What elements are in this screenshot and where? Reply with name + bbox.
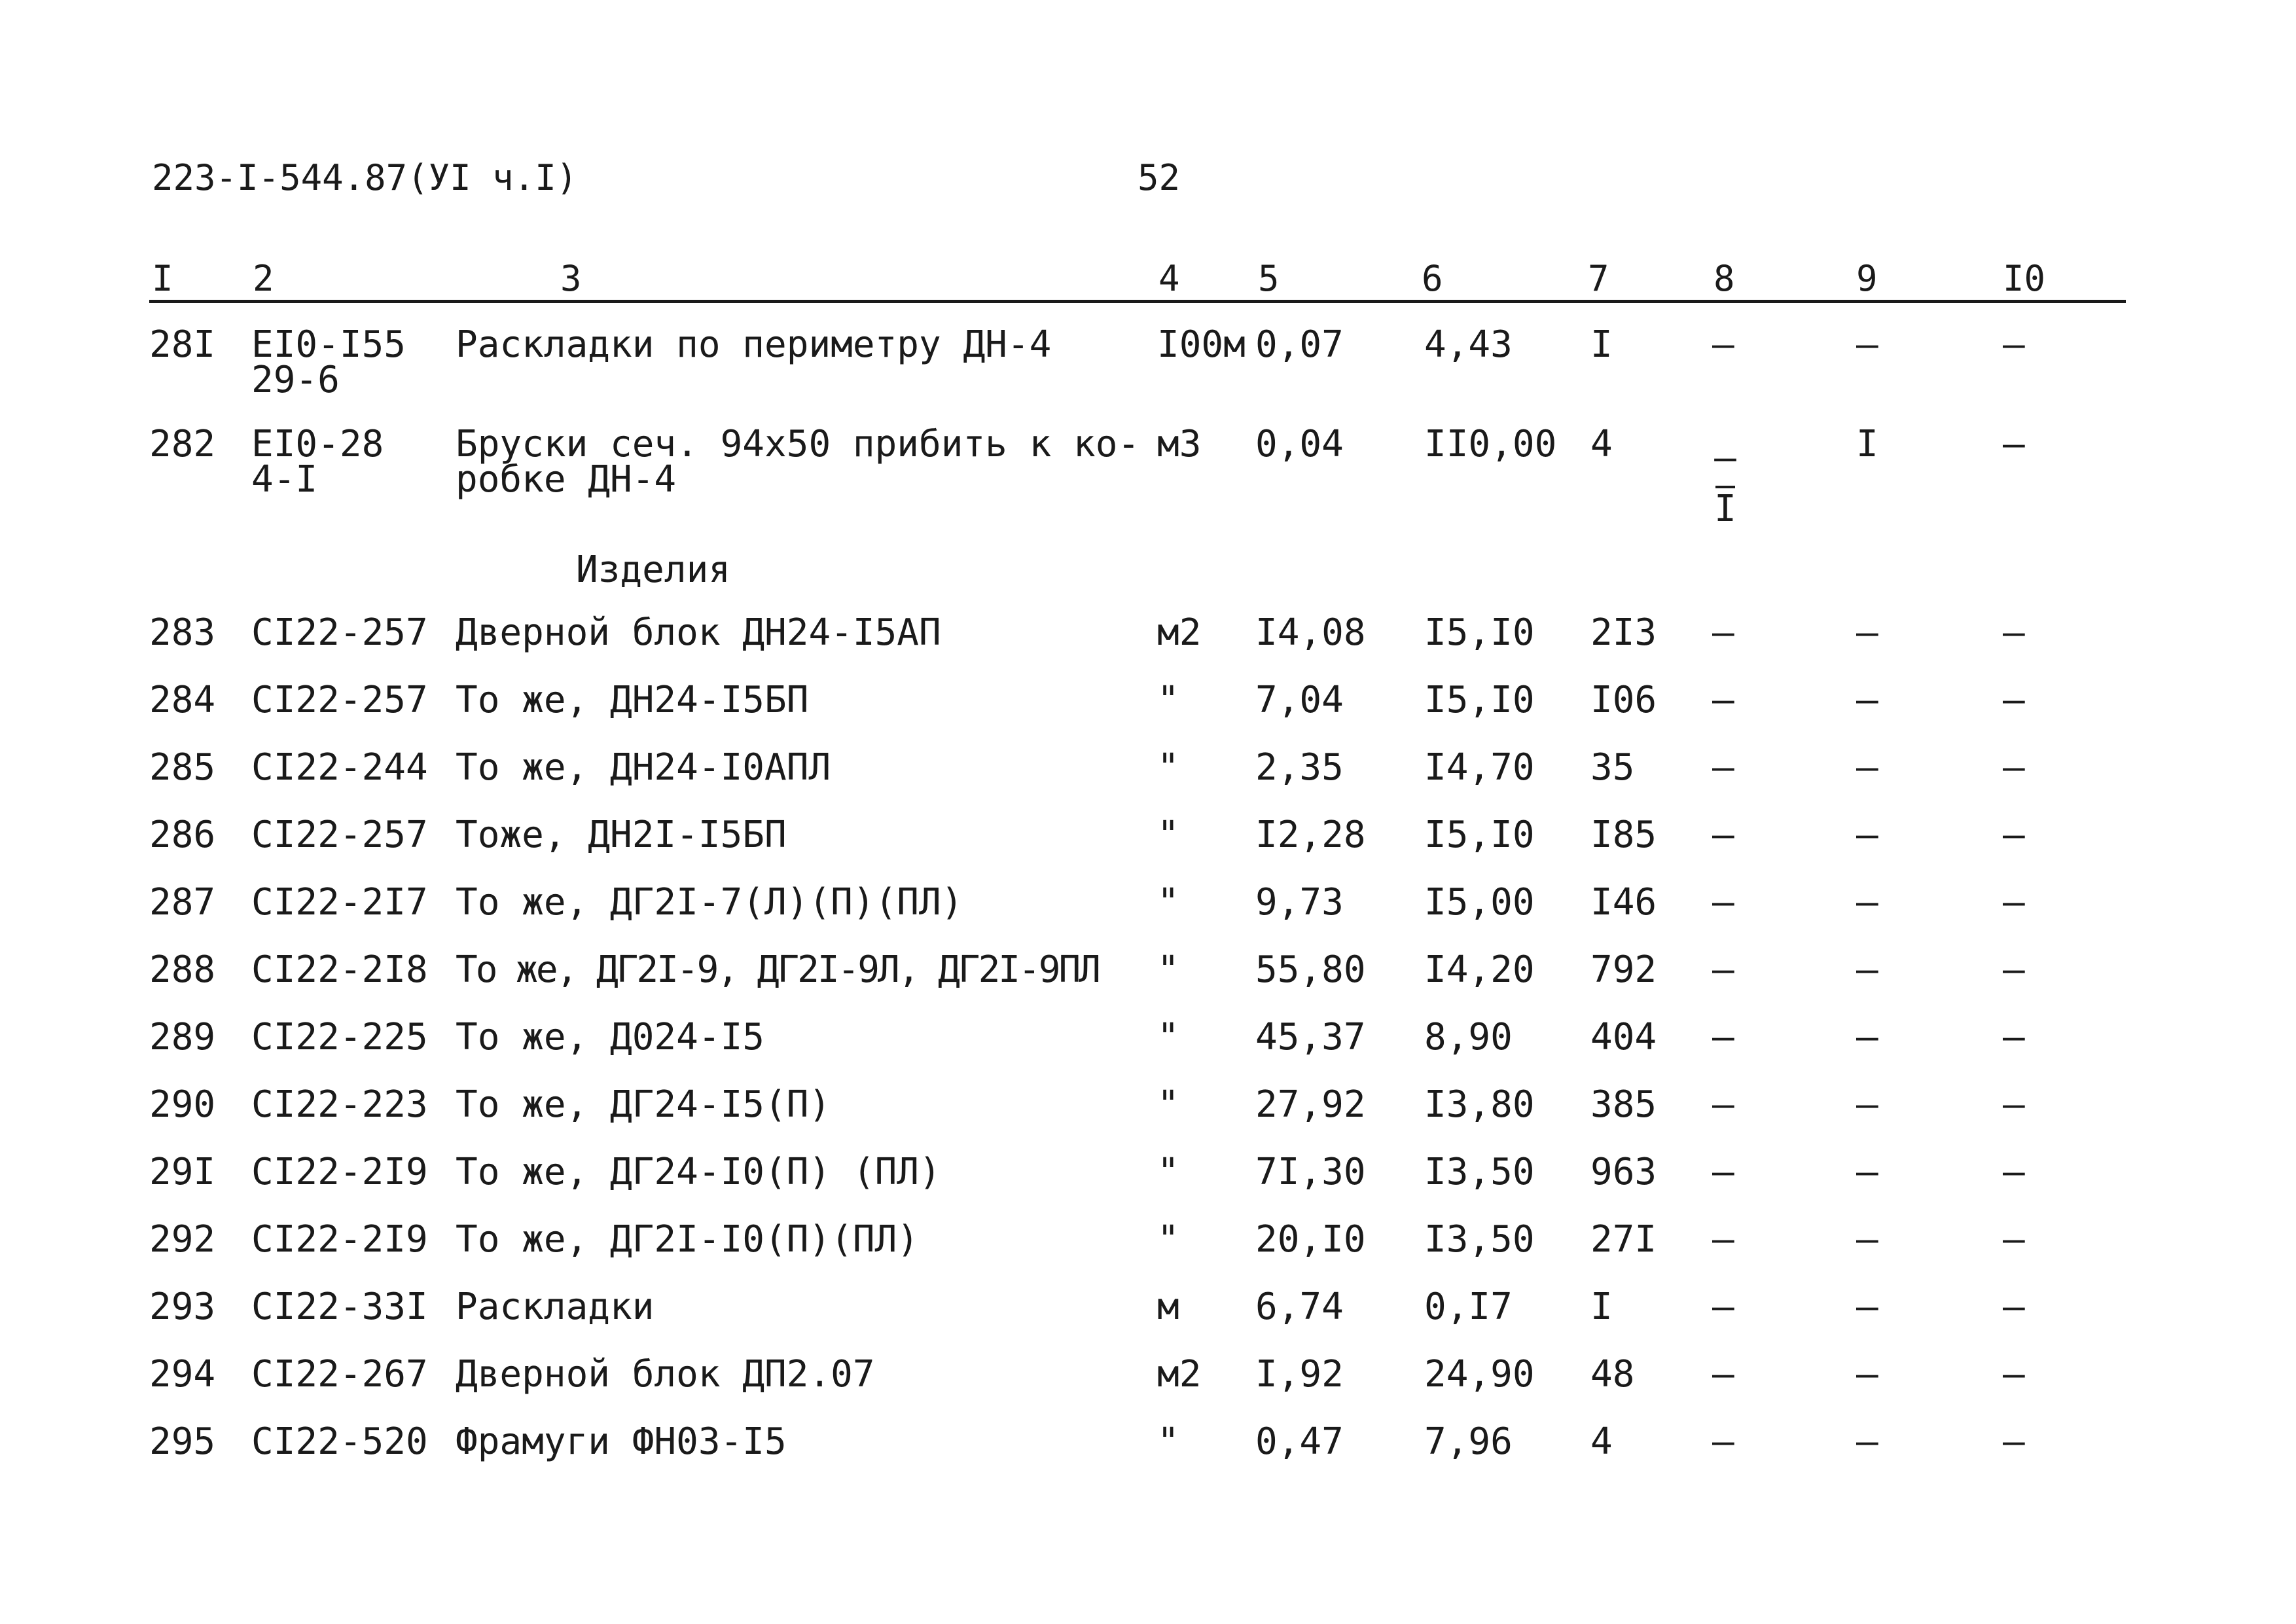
total: I85 — [1590, 814, 1657, 856]
col-9: – — [1856, 1016, 1878, 1058]
quantity: 27,92 — [1255, 1083, 1366, 1126]
quantity: 20,I0 — [1255, 1218, 1366, 1261]
item-name: То же, ДГ2I-I0(П)(ПЛ) — [456, 1218, 920, 1261]
unit-price: 8,90 — [1424, 1016, 1513, 1058]
header-rule — [149, 300, 2126, 303]
unit: м — [1157, 1286, 1179, 1328]
item-name: То же, ДГ2I-7(Л)(П)(ПЛ) — [456, 881, 963, 924]
col-9: I — [1856, 423, 1878, 465]
quantity: 0,47 — [1255, 1420, 1344, 1463]
unit-price: I3,50 — [1424, 1151, 1535, 1193]
unit-price: II0,00 — [1424, 423, 1557, 465]
column-header-7: 7 — [1588, 258, 1609, 299]
col-10: – — [2003, 679, 2025, 721]
row-number: 294 — [149, 1353, 216, 1396]
col-8: – — [1712, 814, 1734, 856]
column-header-6: 6 — [1422, 258, 1443, 299]
unit-price: I5,I0 — [1424, 814, 1535, 856]
total: I46 — [1590, 881, 1657, 924]
item-name: То же, ДГ24-I0(П) (ПЛ) — [456, 1151, 941, 1193]
section-title: Изделия — [576, 549, 731, 591]
col-10: – — [2003, 948, 2025, 991]
quantity: 7I,30 — [1255, 1151, 1366, 1193]
unit: м3 — [1157, 423, 1202, 465]
unit-price: I5,I0 — [1424, 611, 1535, 654]
row-number: 28I — [149, 323, 216, 366]
col-9: – — [1856, 1151, 1878, 1193]
col-9: – — [1856, 1286, 1878, 1328]
total: I — [1590, 323, 1613, 366]
unit-price: I5,00 — [1424, 881, 1535, 924]
item-name: Фрамуги ФН03-I5 — [456, 1420, 787, 1463]
item-name: Тоже, ДН2I-I5БП — [456, 814, 787, 856]
row-number: 288 — [149, 948, 216, 991]
quantity: I4,08 — [1255, 611, 1366, 654]
unit: м2 — [1157, 1353, 1202, 1396]
unit-price: 7,96 — [1424, 1420, 1513, 1463]
quantity: 9,73 — [1255, 881, 1344, 924]
col-9: – — [1856, 323, 1878, 366]
col-9: – — [1856, 814, 1878, 856]
row-number: 29I — [149, 1151, 216, 1193]
col-10: – — [2003, 1353, 2025, 1396]
unit: " — [1157, 1016, 1179, 1058]
col-9: – — [1856, 881, 1878, 924]
column-header-3: 3 — [560, 258, 582, 299]
row-number: 284 — [149, 679, 216, 721]
col-9: – — [1856, 948, 1878, 991]
rate-code: EI0-I55 29-6 — [251, 323, 406, 401]
total: 4 — [1590, 423, 1613, 465]
col-10: – — [2003, 1151, 2025, 1193]
rate-code: CI22-2I9 — [251, 1151, 428, 1193]
row-number: 287 — [149, 881, 216, 924]
unit-price: I5,I0 — [1424, 679, 1535, 721]
col-9: – — [1856, 1353, 1878, 1396]
total: 2I3 — [1590, 611, 1657, 654]
quantity: 0,04 — [1255, 423, 1344, 465]
row-number: 293 — [149, 1286, 216, 1328]
col-8: – — [1712, 948, 1734, 991]
col-10: – — [2003, 611, 2025, 654]
col-8: – — [1712, 1353, 1734, 1396]
col-8: – — [1712, 1218, 1734, 1261]
col-10: – — [2003, 1286, 2025, 1328]
row-number: 286 — [149, 814, 216, 856]
item-name: То же, ДН24-I0АПЛ — [456, 746, 831, 789]
rate-code: CI22-223 — [251, 1083, 428, 1126]
row-number: 295 — [149, 1420, 216, 1463]
total: I — [1590, 1286, 1613, 1328]
quantity: I,92 — [1255, 1353, 1344, 1396]
col-9: – — [1856, 1083, 1878, 1126]
item-name: Дверной блок ДН24-I5АП — [456, 611, 941, 654]
row-number: 285 — [149, 746, 216, 789]
column-header-9: 9 — [1856, 258, 1878, 299]
column-header-10: I0 — [2003, 258, 2046, 299]
col-8-fraction — [1712, 437, 1738, 530]
col-8: – — [1712, 1083, 1734, 1126]
column-header-1: I — [152, 258, 173, 299]
col-9: – — [1856, 1420, 1878, 1463]
total: 385 — [1590, 1083, 1657, 1126]
unit-price: 24,90 — [1424, 1353, 1535, 1396]
fraction-denominator: I — [1714, 488, 1736, 530]
column-header-2: 2 — [253, 258, 274, 299]
document-code: 223-I-544.87(УI ч.I) — [152, 157, 578, 198]
total: 4 — [1590, 1420, 1613, 1463]
unit-price: 4,43 — [1424, 323, 1513, 366]
row-number: 289 — [149, 1016, 216, 1058]
col-8: – — [1712, 881, 1734, 924]
unit-price: I3,80 — [1424, 1083, 1535, 1126]
col-8: – — [1712, 1151, 1734, 1193]
rate-code: CI22-2I8 — [251, 948, 428, 991]
unit: " — [1157, 746, 1179, 789]
item-name: Раскладки — [456, 1286, 655, 1328]
rate-code: CI22-257 — [251, 611, 428, 654]
quantity: I2,28 — [1255, 814, 1366, 856]
rate-code: CI22-225 — [251, 1016, 428, 1058]
col-8: – — [1712, 679, 1734, 721]
col-10: – — [2003, 423, 2025, 465]
quantity: 0,07 — [1255, 323, 1344, 366]
col-9: – — [1856, 1218, 1878, 1261]
item-name: То же, ДН24-I5БП — [456, 679, 809, 721]
row-number: 283 — [149, 611, 216, 654]
rate-code: CI22-2I7 — [251, 881, 428, 924]
rate-code: CI22-267 — [251, 1353, 428, 1396]
item-name: То же, ДГ2I-9, ДГ2I-9Л, ДГ2I-9ПЛ — [456, 948, 1099, 991]
unit: м2 — [1157, 611, 1202, 654]
col-8: – — [1712, 746, 1734, 789]
column-header-4: 4 — [1158, 258, 1180, 299]
unit: " — [1157, 1218, 1179, 1261]
unit: " — [1157, 1420, 1179, 1463]
col-10: – — [2003, 323, 2025, 366]
col-8: – — [1712, 611, 1734, 654]
quantity: 7,04 — [1255, 679, 1344, 721]
col-10: – — [2003, 1218, 2025, 1261]
col-8: – — [1712, 1016, 1734, 1058]
row-number: 290 — [149, 1083, 216, 1126]
rate-code: CI22-244 — [251, 746, 428, 789]
rate-code: CI22-33I — [251, 1286, 428, 1328]
rate-code: EI0-28 4-I — [251, 423, 384, 501]
total: 792 — [1590, 948, 1657, 991]
col-9: – — [1856, 611, 1878, 654]
total: 35 — [1590, 746, 1635, 789]
col-10: – — [2003, 881, 2025, 924]
rate-code: CI22-257 — [251, 814, 428, 856]
unit: " — [1157, 679, 1179, 721]
col-10: – — [2003, 814, 2025, 856]
column-header-8: 8 — [1713, 258, 1735, 299]
unit-price: I4,20 — [1424, 948, 1535, 991]
column-header-5: 5 — [1258, 258, 1280, 299]
rate-code: CI22-2I9 — [251, 1218, 428, 1261]
item-name: Дверной блок ДП2.07 — [456, 1353, 875, 1396]
col-8: – — [1712, 323, 1734, 366]
unit: " — [1157, 881, 1179, 924]
col-9: – — [1856, 746, 1878, 789]
item-name: Бруски сеч. 94х50 прибить к ко- робке ДН-4 — [456, 423, 1140, 501]
total: 27I — [1590, 1218, 1657, 1261]
quantity: 45,37 — [1255, 1016, 1366, 1058]
total: 404 — [1590, 1016, 1657, 1058]
unit-price: 0,I7 — [1424, 1286, 1513, 1328]
row-number: 292 — [149, 1218, 216, 1261]
rate-code: CI22-257 — [251, 679, 428, 721]
col-8: – — [1712, 1286, 1734, 1328]
col-10: – — [2003, 746, 2025, 789]
fraction-numerator: – — [1714, 437, 1736, 479]
col-10: – — [2003, 1420, 2025, 1463]
quantity: 55,80 — [1255, 948, 1366, 991]
quantity: 6,74 — [1255, 1286, 1344, 1328]
unit: " — [1157, 1151, 1179, 1193]
total: 48 — [1590, 1353, 1635, 1396]
item-name: То же, ДГ24-I5(П) — [456, 1083, 831, 1126]
unit-price: I4,70 — [1424, 746, 1535, 789]
page-number: 52 — [1138, 157, 1181, 198]
col-10: – — [2003, 1083, 2025, 1126]
unit: I00м — [1157, 323, 1246, 366]
total: I06 — [1590, 679, 1657, 721]
rate-code: CI22-520 — [251, 1420, 428, 1463]
row-number: 282 — [149, 423, 216, 465]
unit-price: I3,50 — [1424, 1218, 1535, 1261]
col-9: – — [1856, 679, 1878, 721]
unit: " — [1157, 1083, 1179, 1126]
item-name: Раскладки по периметру ДН-4 — [456, 323, 1052, 366]
col-8: – — [1712, 1420, 1734, 1463]
col-10: – — [2003, 1016, 2025, 1058]
quantity: 2,35 — [1255, 746, 1344, 789]
total: 963 — [1590, 1151, 1657, 1193]
unit: " — [1157, 814, 1179, 856]
unit: " — [1157, 948, 1179, 991]
item-name: То же, Д024-I5 — [456, 1016, 765, 1058]
